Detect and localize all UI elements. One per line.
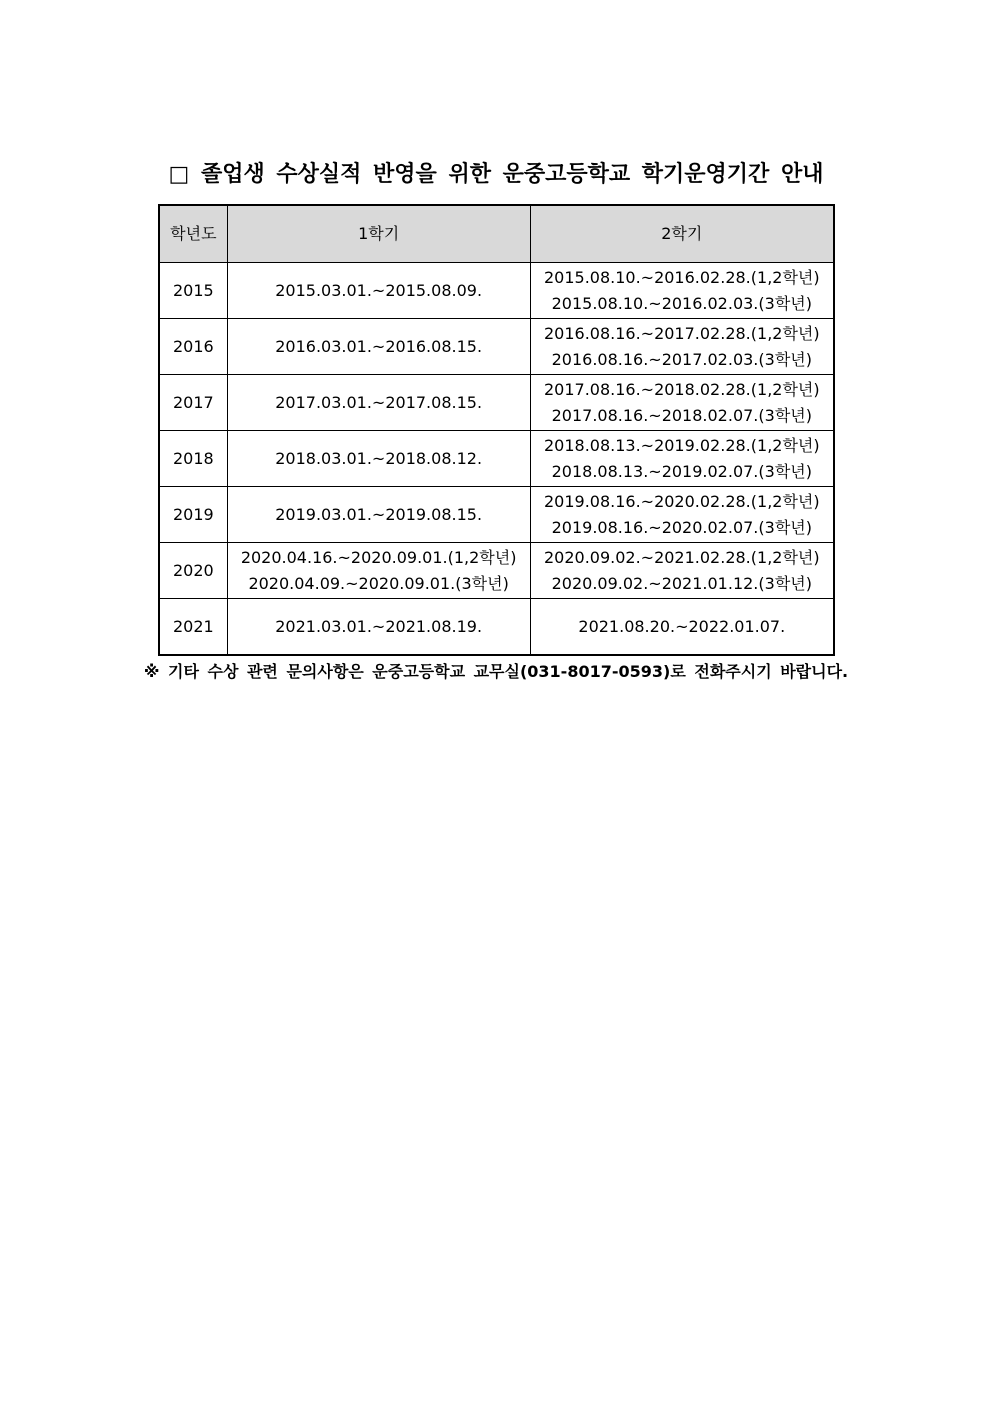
semester-1-cell bbox=[227, 487, 530, 543]
semester-2-cell bbox=[530, 487, 834, 543]
period-text: 2018.03.01.~2018.08.12. bbox=[275, 448, 483, 468]
period-text: 2021.08.20.~2022.01.07. bbox=[578, 616, 786, 636]
period-text: 2015.08.10.~2016.02.28.(1,2학년) bbox=[543, 267, 820, 287]
semester-schedule-table bbox=[158, 204, 835, 656]
period-text: 2020.04.09.~2020.09.01.(3학년) bbox=[248, 573, 509, 593]
semester-2-cell bbox=[530, 263, 834, 319]
table-row bbox=[159, 431, 834, 487]
period-text: 2016.08.16.~2017.02.28.(1,2학년) bbox=[543, 323, 820, 343]
table-row bbox=[159, 487, 834, 543]
year-cell: 2021 bbox=[159, 599, 227, 656]
semester-2-cell bbox=[530, 599, 834, 656]
year-cell: 2016 bbox=[159, 319, 227, 375]
period-text: 2020.04.16.~2020.09.01.(1,2학년) bbox=[240, 547, 517, 567]
table-row bbox=[159, 319, 834, 375]
semester-1-cell bbox=[227, 263, 530, 319]
period-text: 2021.03.01.~2021.08.19. bbox=[275, 616, 483, 636]
contact-note: ※ 기타 수상 관련 문의사항은 운중고등학교 교무실(031-8017-0593)로 전화주시기 바랍니다. bbox=[143, 662, 849, 681]
semester-1-cell bbox=[227, 375, 530, 431]
period-text: 2018.08.13.~2019.02.28.(1,2학년) bbox=[543, 435, 820, 455]
period-text: 2019.08.16.~2020.02.07.(3학년) bbox=[551, 517, 812, 537]
semester-2-cell bbox=[530, 319, 834, 375]
table-row bbox=[159, 375, 834, 431]
period-text: 2015.03.01.~2015.08.09. bbox=[275, 280, 483, 300]
period-text: 2019.03.01.~2019.08.15. bbox=[275, 504, 483, 524]
year-cell: 2018 bbox=[159, 431, 227, 487]
page-title: □ 졸업생 수상실적 반영을 위한 운중고등학교 학기운영기간 안내 bbox=[168, 162, 824, 187]
table-row bbox=[159, 263, 834, 319]
header-semester-1: 1학기 bbox=[227, 205, 530, 263]
period-text: 2019.08.16.~2020.02.28.(1,2학년) bbox=[543, 491, 820, 511]
period-text: 2017.08.16.~2018.02.07.(3학년) bbox=[551, 405, 812, 425]
period-text: 2017.08.16.~2018.02.28.(1,2학년) bbox=[543, 379, 820, 399]
year-cell: 2020 bbox=[159, 543, 227, 599]
period-text: 2016.03.01.~2016.08.15. bbox=[275, 336, 483, 356]
table-row bbox=[159, 543, 834, 599]
semester-2-cell bbox=[530, 431, 834, 487]
table-row bbox=[159, 599, 834, 656]
semester-1-cell bbox=[227, 431, 530, 487]
header-semester-2: 2학기 bbox=[530, 205, 834, 263]
semester-1-cell bbox=[227, 599, 530, 656]
semester-1-cell bbox=[227, 319, 530, 375]
year-cell: 2015 bbox=[159, 263, 227, 319]
period-text: 2017.03.01.~2017.08.15. bbox=[275, 392, 483, 412]
semester-1-cell bbox=[227, 543, 530, 599]
table-header-row bbox=[159, 205, 834, 263]
period-text: 2018.08.13.~2019.02.07.(3학년) bbox=[551, 461, 812, 481]
semester-2-cell bbox=[530, 375, 834, 431]
year-cell: 2017 bbox=[159, 375, 227, 431]
semester-2-cell bbox=[530, 543, 834, 599]
period-text: 2020.09.02.~2021.02.28.(1,2학년) bbox=[543, 547, 820, 567]
year-cell: 2019 bbox=[159, 487, 227, 543]
period-text: 2015.08.10.~2016.02.03.(3학년) bbox=[551, 293, 812, 313]
header-year: 학년도 bbox=[159, 205, 227, 263]
period-text: 2016.08.16.~2017.02.03.(3학년) bbox=[551, 349, 812, 369]
period-text: 2020.09.02.~2021.01.12.(3학년) bbox=[551, 573, 812, 593]
